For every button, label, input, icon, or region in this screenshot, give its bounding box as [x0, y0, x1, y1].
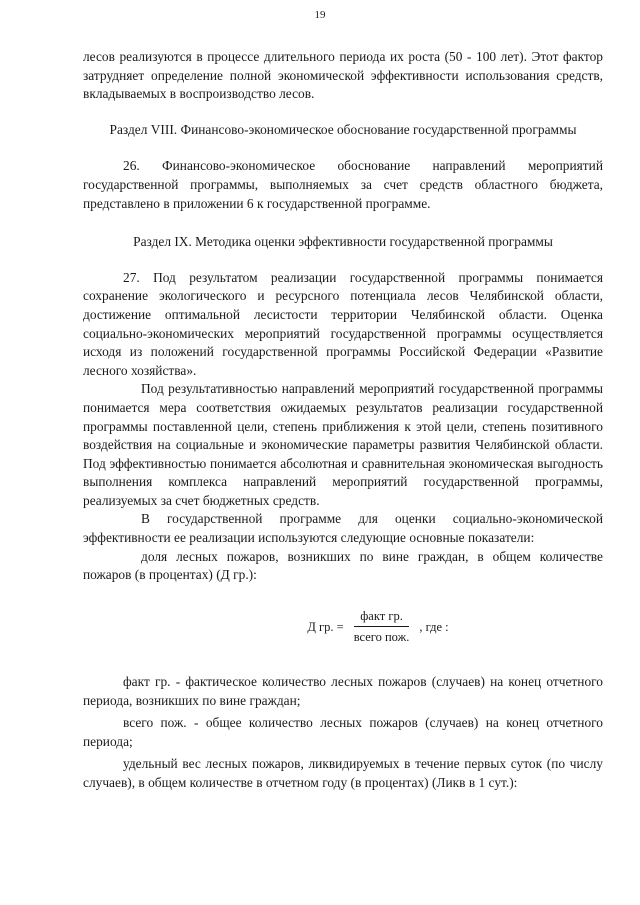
paragraph-share-first-day: удельный вес лесных пожаров, ликвидируемых в течение первых суток (по числу случаев), в общем количестве в отчетном году (в процентах) (Ликв в 1 сут.):: [83, 756, 603, 790]
definition-total: всего пож. - общее количество лесных пожаров (случаев) на конец отчетного периода;: [83, 715, 603, 749]
formula-lhs: Д гр. =: [307, 619, 344, 634]
formula-denominator: всего пож.: [353, 630, 410, 645]
paragraph-26: 26. Финансово-экономическое обоснование направлений мероприятий государственной программы, выполняемых за счет средств областного бюджета, представлено в приложении 6 к государственной программе.: [83, 158, 603, 211]
paragraph-27: 27. Под результатом реализации государственной программы понимается сохранение экологического и ресурсного потенциала лесов Челябинской области, достижение оптимальной лесистости территории Челябинской области. Оценка социально-экономических мероприятий государственной программы осуществляется исходя из положений государственной программы Российской Федерации «Развитие лесного хозяйства».: [83, 269, 603, 378]
section-heading-9: Раздел IX. Методика оценки эффективности государственной программы: [133, 234, 553, 250]
formula-share-citizens: [83, 607, 603, 647]
formula-suffix: , где :: [419, 619, 449, 634]
paragraph-results: Под результативностью направлений мероприятий государственной программы понимается мера соответствия ожидаемых результатов реализации государственной программы поставленной цели, степень приближения к этой цели, степень позитивного воздействия на социальные и экономические параметры развития Челябинской области. Под эффективностью понимается абсолютная и сравнительная экономическая выгодность выполнения комплекса направлений мероприятий государственной программы, реализуемых за счет бюджетных средств.: [83, 381, 603, 508]
page-content: [83, 48, 603, 793]
definition-fact: факт гр. - фактическое количество лесных пожаров (случаев) на конец отчетного периода, возникших по вине граждан;: [83, 674, 603, 708]
formula-numerator: факт гр.: [354, 607, 409, 628]
paragraph-indicators: В государственной программе для оценки социально-экономической эффективности ее реализации используются следующие основные показатели:: [83, 511, 603, 546]
section-heading-8: Раздел VIII. Финансово-экономическое обоснование государственной программы: [109, 121, 577, 137]
formula-fraction: [348, 607, 416, 647]
paragraph-continuation: лесов реализуются в процессе длительного периода их роста (50 - 100 лет). Этот фактор затрудняет определение полной экономической эффективности использования средств, вкладываемых в воспроизводство лесов.: [83, 49, 603, 102]
page-number: 19: [314, 9, 326, 21]
paragraph-share-citizens: доля лесных пожаров, возникших по вине граждан, в общем количестве пожаров (в процентах) (Д гр.):: [83, 548, 603, 583]
